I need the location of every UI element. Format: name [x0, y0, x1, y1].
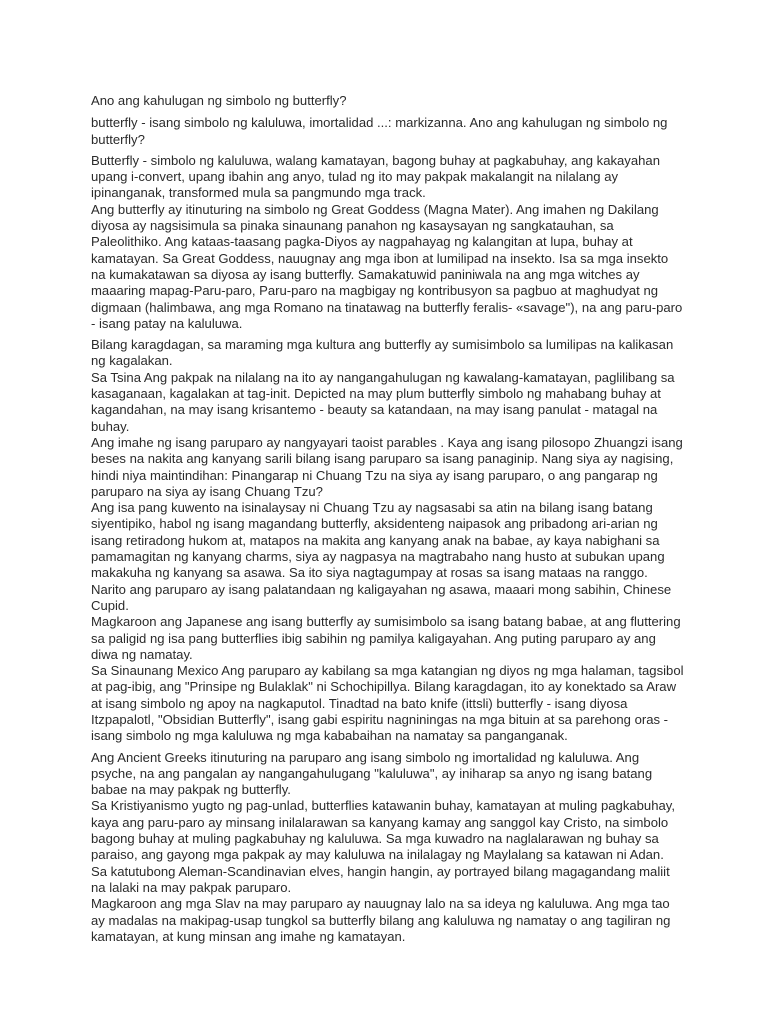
paragraph-cultures: Bilang karagdagan, sa maraming mga kultura ang butterfly ay sumisimbolo sa lumilipas na kalikasan ng kagalakan. — [91, 337, 674, 369]
paragraph-greeks: Ang Ancient Greeks itinuturing na paruparo ang isang simbolo ng imortalidad ng kaluluwa. Ang psyche, na ang pangalan ay nangangahulugang "kaluluwa", ay iniharap sa anyo ng isang batang babae na may pakpak ng butterfly. — [91, 749, 653, 798]
paragraph-slav: Magkaroon ang mga Slav na may paruparo ay nauugnay lalo na sa ideya ng kaluluwa. Ang mga tao ay madalas na makipag-usap tungkol sa butterfly bilang ang kaluluwa ng namatay o ang tagiliran ng kamatayan, at kung minsan ang imahe ng kamatayan. — [91, 896, 671, 944]
paragraph-scandinavian: Sa katutubong Aleman-Scandinavian elves, hangin hangin, ay portrayed bilang magagandang maliit na lalaki na may pakpak paruparo. — [91, 863, 670, 895]
document-title: Ano ang kahulugan ng simbolo ng butterfly? — [91, 93, 347, 108]
paragraph-great-goddess: Ang butterfly ay itinuturing na simbolo ng Great Goddess (Magna Mater). Ang imahen ng Dakilang diyosa ay nagsisimula sa pinaka sinaunang panahon ng kasaysayan ng sangkatauhan, sa Paleolithiko. Ang kataas-taasang pagka-Diyos ay nagpahayag ng kalangitan at lupa, buhay at kamatayan. Sa Great Goddess, nauugnay ang mga ibon at lumilipad na insekto. Isa sa mga insekto na kumakatawan sa diyosa ay isang butterfly. Samakatuwid paniniwala na ang mga witches ay maaaring mapag-Paru-paro, Paru-paro na magbigay ng kontribusyon sa pagbuo at maghudyat ng digmaan (halimbawa, ang mga Romano na tinatawag na butterfly feralis- «savage"), na ang paru-paro - isang patay na kaluluwa. — [91, 201, 683, 331]
paragraph-christianity: Sa Kristiyanismo yugto ng pag-unlad, butterflies katawanin buhay, kamatayan at muling pagkabuhay, kaya ang paru-paro ay minsang inilalarawan sa kanyang kamay ang sanggol kay Cristo, na simbolo bagong buhay at muling pagkabuhay ng kaluluwa. Sa mga kuwadro na naglalarawan ng buhay sa paraiso, ang gayong mga pakpak ay may kaluluwa na inilalagay ng Maylalang sa katawan ni Adan. — [91, 798, 675, 863]
paragraph-chuang-tzu-story: Ang isa pang kuwento na isinalaysay ni Chuang Tzu ay nagsasabi sa atin na bilang isang batang siyentipiko, habol ng isang magandang butterfly, aksidenteng naipasok ang pribadong ari-arian ng isang retiradong hukom at, matapos na makita ang kanyang anak na babae, ay kaya nabighani sa pamamagitan ng kanyang charms, siya ay nagpasya na magtrabaho nang husto at subukan upang makakuha ng kanyang sa asawa. Sa ito siya nagtagumpay at rosas sa isang mataas na ranggo. — [91, 500, 665, 581]
paragraph-cupid: Narito ang paruparo ay isang palatandaan ng kaligayahan ng asawa, maaari mong sabihin, Chinese Cupid. — [91, 581, 672, 613]
paragraph-china: Sa Tsina Ang pakpak na nilalang na ito ay nangangahulugan ng kawalang-kamatayan, paglilibang sa kasaganaan, kagalakan at tag-init. Depicted na may plum butterfly simbolo ng mahabang buhay at kagandahan, na may isang krisantemo - beauty sa katandaan, na may isang panulat - matagal na buhay. — [91, 369, 675, 434]
paragraph-intro: butterfly - isang simbolo ng kaluluwa, imortalidad ...: markizanna. Ano ang kahulugan ng simbolo ng butterfly? — [91, 115, 668, 147]
document-body — [91, 93, 685, 945]
paragraph-japan: Magkaroon ang Japanese ang isang butterfly ay sumisimbolo sa isang batang babae, at ang fluttering sa paligid ng isa pang butterflies ibig sabihin ng pamilya kaligayahan. Ang puting paruparo ay ang diwa ng namatay. — [91, 614, 681, 662]
paragraph-taoist: Ang imahe ng isang paruparo ay nangyayari taoist parables . Kaya ang isang pilosopo Zhuangzi isang beses na nakita ang kanyang sarili bilang isang paruparo sa isang panaginip. Nang siya ay nagising, hindi niya maintindihan: Pinangarap ni Chuang Tzu na siya ay isang paruparo, o ang pangarap ng paruparo na siya ay isang Chuang Tzu? — [91, 434, 683, 499]
paragraph-definition: Butterfly - simbolo ng kaluluwa, walang kamatayan, bagong buhay at pagkabuhay, ang kakayahan upang i-convert, upang ibahin ang anyo, tulad ng ito may pakpak makalangit na nilalang ay ipinanganak, transformed mula sa pangmundo mga track. — [91, 152, 660, 201]
paragraph-mexico: Sa Sinaunang Mexico Ang paruparo ay kabilang sa mga katangian ng diyos ng mga halaman, tagsibol at pag-ibig, ang "Prinsipe ng Bulaklak" ni Schochipillya. Bilang karagdagan, ito ay konektado sa Araw at isang simbolo ng apoy na nagkaputol. Tinadtad na bato knife (ittsli) butterfly - isang diyosa Itzpapalotl, "Obsidian Butterfly", isang gabi espiritu nagniningas na mga bituin at sa parehong oras - isang simbolo ng mga kaluluwa ng mga kababaihan na namatay sa panganganak. — [91, 663, 684, 744]
